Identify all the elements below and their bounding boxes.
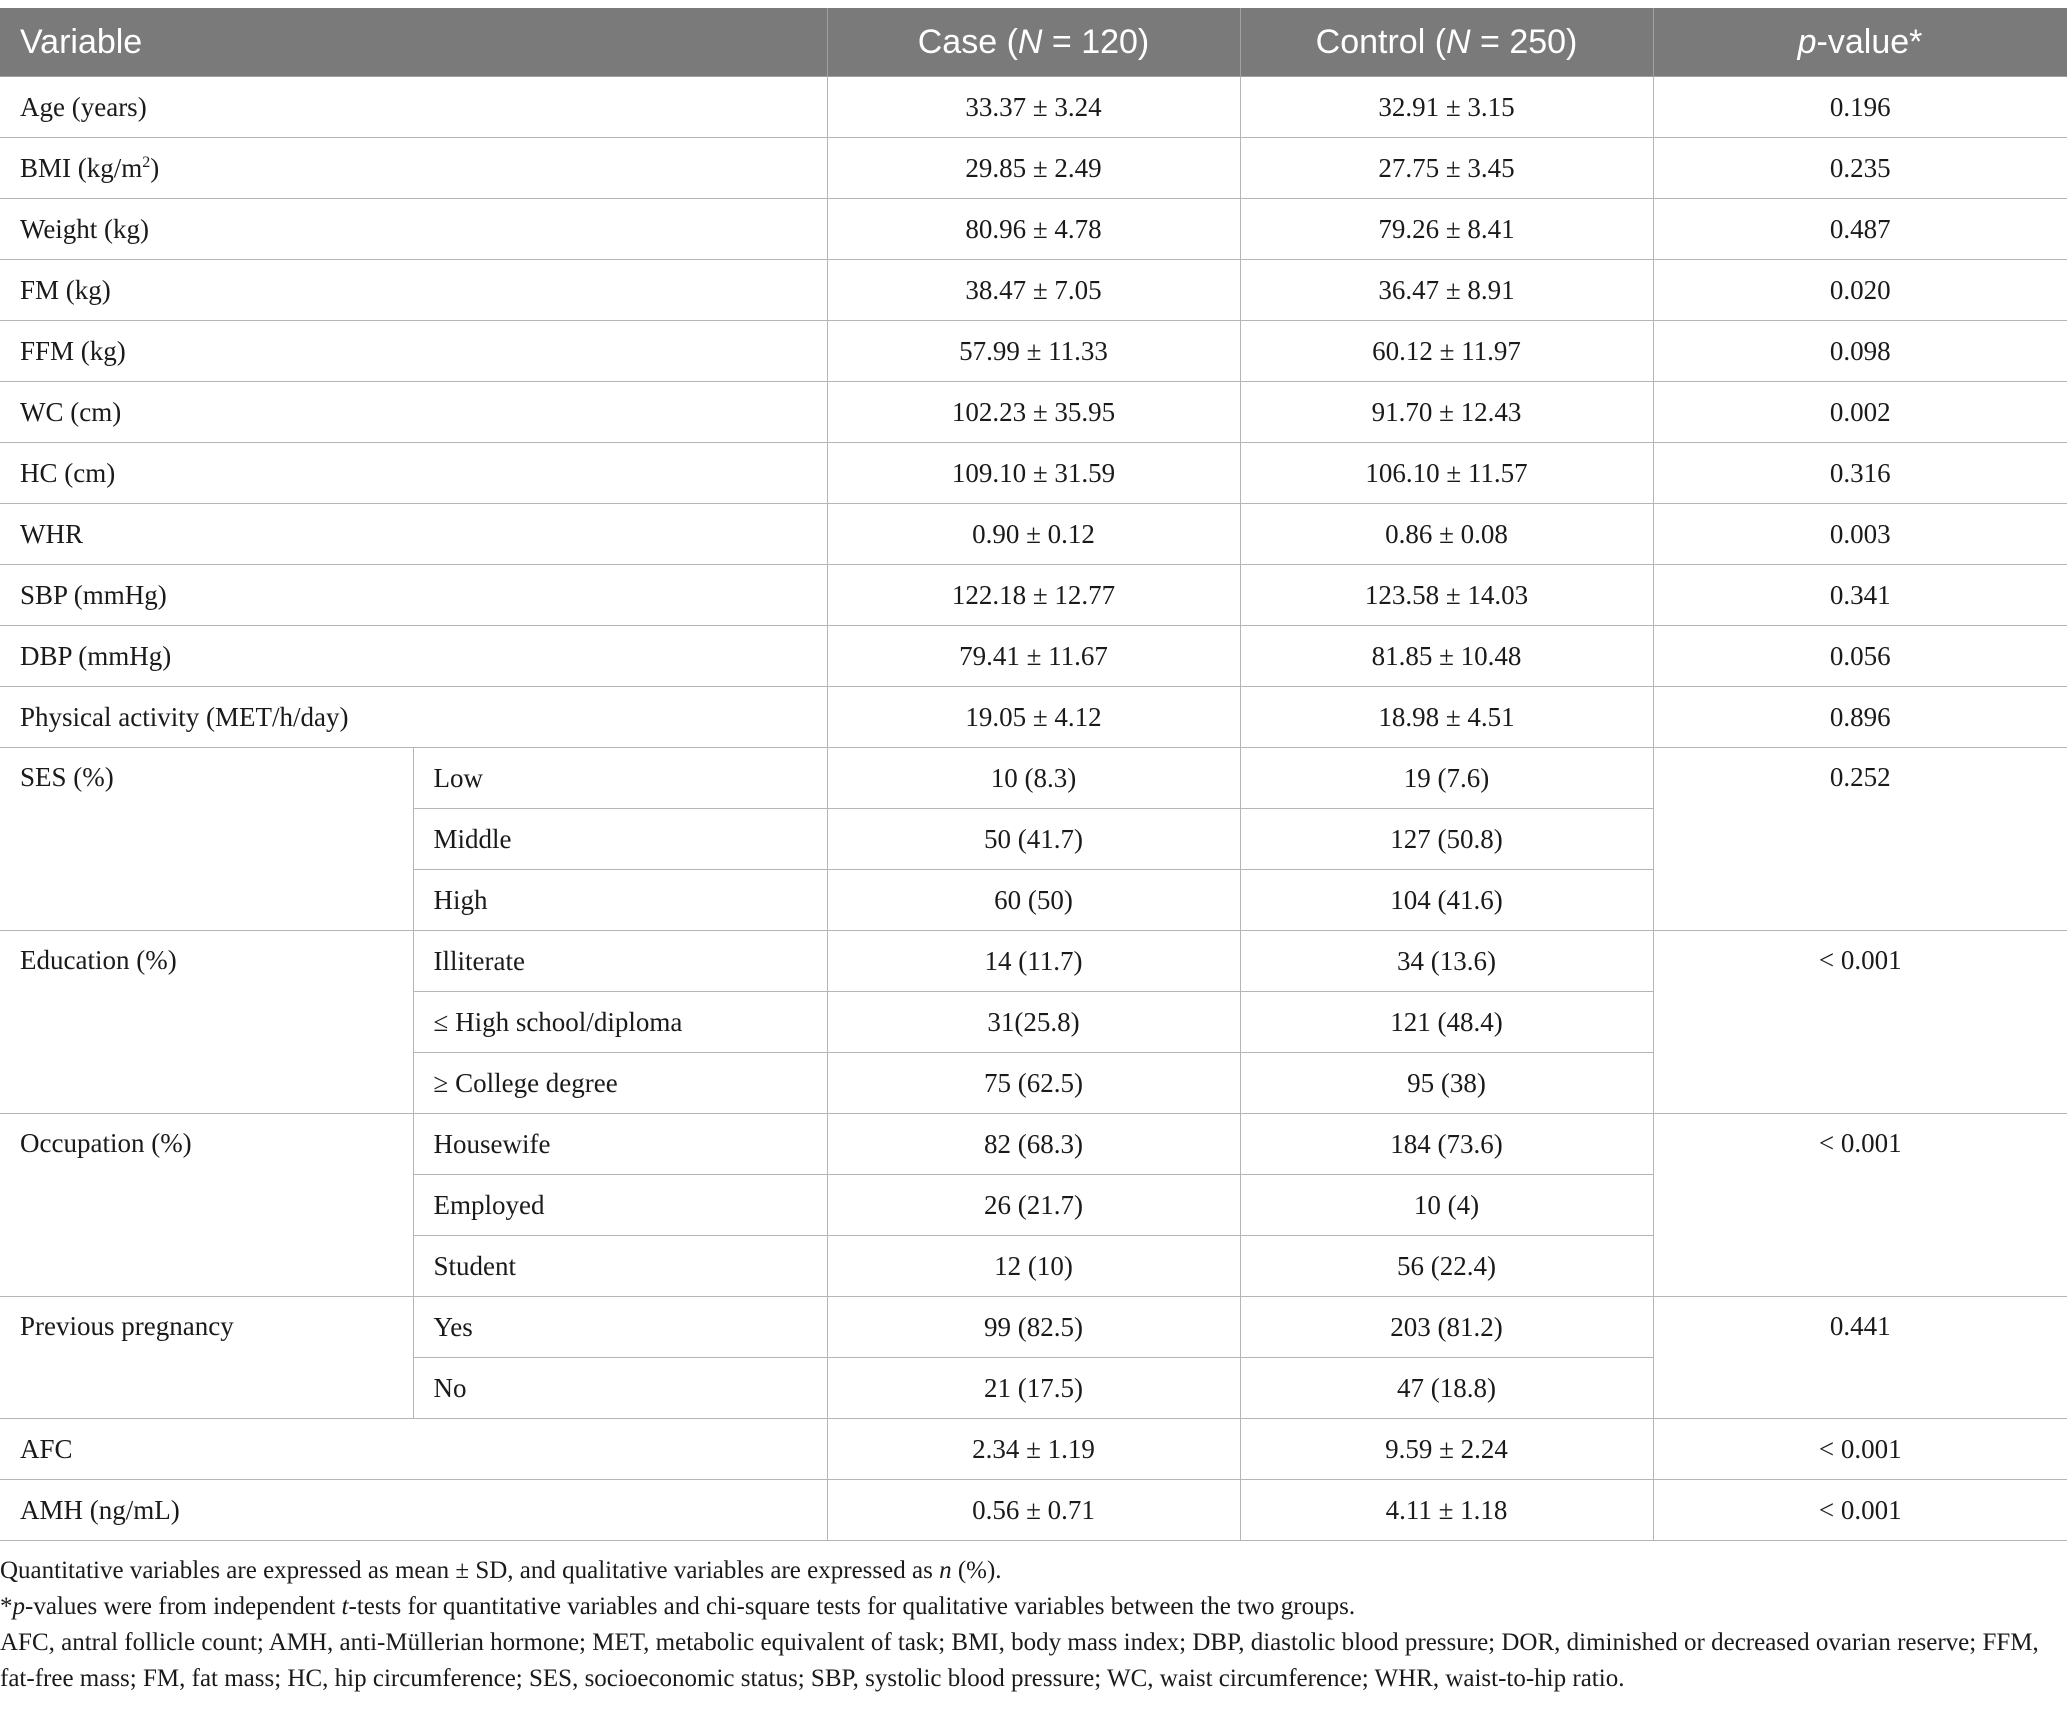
- case-value: 57.99 ± 11.33: [827, 321, 1240, 382]
- table-row-hc: [0, 443, 2067, 504]
- control-value: 81.85 ± 10.48: [1240, 626, 1653, 687]
- p-value: 0.003: [1653, 504, 2067, 565]
- case-value: 50 (41.7): [827, 809, 1240, 870]
- sub-label: Yes: [413, 1297, 827, 1358]
- case-value: 0.90 ± 0.12: [827, 504, 1240, 565]
- p-value: 0.002: [1653, 382, 2067, 443]
- sub-label: Student: [413, 1236, 827, 1297]
- control-value: 10 (4): [1240, 1175, 1653, 1236]
- row-label: WHR: [0, 504, 827, 565]
- table-container: [0, 8, 2067, 1697]
- table-row-occ-housewife: [0, 1114, 2067, 1175]
- sub-label: Low: [413, 748, 827, 809]
- p-value: < 0.001: [1653, 1480, 2067, 1541]
- table-footnotes: [0, 1553, 2067, 1697]
- control-value: 56 (22.4): [1240, 1236, 1653, 1297]
- control-value: 34 (13.6): [1240, 931, 1653, 992]
- table-row-amh: [0, 1480, 2067, 1541]
- control-value: 9.59 ± 2.24: [1240, 1419, 1653, 1480]
- control-value: 32.91 ± 3.15: [1240, 77, 1653, 138]
- case-value: 19.05 ± 4.12: [827, 687, 1240, 748]
- sub-label: ≤ High school/diploma: [413, 992, 827, 1053]
- control-value: 121 (48.4): [1240, 992, 1653, 1053]
- group-label: Previous pregnancy: [0, 1297, 413, 1419]
- control-value: 47 (18.8): [1240, 1358, 1653, 1419]
- p-value: 0.020: [1653, 260, 2067, 321]
- row-label: WC (cm): [0, 382, 827, 443]
- table-row-ffm: [0, 321, 2067, 382]
- table-row-whr: [0, 504, 2067, 565]
- case-value: 38.47 ± 7.05: [827, 260, 1240, 321]
- p-value: < 0.001: [1653, 1419, 2067, 1480]
- sub-label: No: [413, 1358, 827, 1419]
- case-value: 10 (8.3): [827, 748, 1240, 809]
- p-value: 0.098: [1653, 321, 2067, 382]
- sub-label: Employed: [413, 1175, 827, 1236]
- control-value: 91.70 ± 12.43: [1240, 382, 1653, 443]
- row-label: DBP (mmHg): [0, 626, 827, 687]
- table-row-sbp: [0, 565, 2067, 626]
- control-value: 19 (7.6): [1240, 748, 1653, 809]
- group-label: Occupation (%): [0, 1114, 413, 1297]
- case-value: 12 (10): [827, 1236, 1240, 1297]
- case-value: 82 (68.3): [827, 1114, 1240, 1175]
- table-row-fm: [0, 260, 2067, 321]
- row-label: AFC: [0, 1419, 827, 1480]
- table-row-wc: [0, 382, 2067, 443]
- sub-label: High: [413, 870, 827, 931]
- row-label: BMI $(kg/m^2)$: [0, 138, 827, 199]
- case-value: 14 (11.7): [827, 931, 1240, 992]
- table-row-edu-illiterate: [0, 931, 2067, 992]
- table-row-physical-activity: [0, 687, 2067, 748]
- sub-label: Middle: [413, 809, 827, 870]
- case-value: 33.37 ± 3.24: [827, 77, 1240, 138]
- footnote-tests: *p-values were from independent t-tests for quantitative variables and chi-square tests for qualitative variables between the two groups.: [0, 1593, 1356, 1620]
- case-value: 122.18 ± 12.77: [827, 565, 1240, 626]
- table-row-dbp: [0, 626, 2067, 687]
- control-value: 203 (81.2): [1240, 1297, 1653, 1358]
- case-value: 80.96 ± 4.78: [827, 199, 1240, 260]
- header-row: [0, 8, 2067, 77]
- case-value: 21 (17.5): [827, 1358, 1240, 1419]
- p-value: 0.252: [1653, 748, 2067, 931]
- p-value: 0.341: [1653, 565, 2067, 626]
- p-value: < 0.001: [1653, 931, 2067, 1114]
- case-value: 79.41 ± 11.67: [827, 626, 1240, 687]
- row-label: AMH (ng/mL): [0, 1480, 827, 1541]
- p-value: 0.196: [1653, 77, 2067, 138]
- control-value: 4.11 ± 1.18: [1240, 1480, 1653, 1541]
- table-row-weight: [0, 199, 2067, 260]
- header-case: Case (N = 120): [827, 8, 1240, 77]
- header-variable: Variable: [0, 8, 827, 77]
- case-value: 2.34 ± 1.19: [827, 1419, 1240, 1480]
- control-value: 106.10 ± 11.57: [1240, 443, 1653, 504]
- table-row-age: [0, 77, 2067, 138]
- footnote-abbreviations: AFC, antral follicle count; AMH, anti-Müllerian hormone; MET, metabolic equivalent of task; BMI, body mass index; DBP, diastolic blood pressure; DOR, diminished or decreased ovarian reserve; FFM, fat-free mass; FM, fat mass; HC, hip circumference; SES, socioeconomic status; SBP, systolic blood pressure; WC, waist circumference; WHR, waist-to-hip ratio.: [0, 1629, 2039, 1692]
- row-label: SBP (mmHg): [0, 565, 827, 626]
- case-value: 31(25.8): [827, 992, 1240, 1053]
- p-value: 0.487: [1653, 199, 2067, 260]
- sub-label: ≥ College degree: [413, 1053, 827, 1114]
- control-value: 104 (41.6): [1240, 870, 1653, 931]
- table-row-afc: [0, 1419, 2067, 1480]
- case-value: 75 (62.5): [827, 1053, 1240, 1114]
- p-value: 0.316: [1653, 443, 2067, 504]
- case-value: 102.23 ± 35.95: [827, 382, 1240, 443]
- row-label: Age (years): [0, 77, 827, 138]
- group-label: Education (%): [0, 931, 413, 1114]
- table-row-preg-yes: [0, 1297, 2067, 1358]
- row-label: FM (kg): [0, 260, 827, 321]
- case-value: 109.10 ± 31.59: [827, 443, 1240, 504]
- p-value: 0.056: [1653, 626, 2067, 687]
- control-value: 95 (38): [1240, 1053, 1653, 1114]
- p-value: 0.235: [1653, 138, 2067, 199]
- control-value: 0.86 ± 0.08: [1240, 504, 1653, 565]
- case-value: 60 (50): [827, 870, 1240, 931]
- row-label: HC (cm): [0, 443, 827, 504]
- control-value: 127 (50.8): [1240, 809, 1653, 870]
- sub-label: Illiterate: [413, 931, 827, 992]
- table-row-ses-low: [0, 748, 2067, 809]
- control-value: 36.47 ± 8.91: [1240, 260, 1653, 321]
- group-label: SES (%): [0, 748, 413, 931]
- row-label: Physical activity (MET/h/day): [0, 687, 827, 748]
- case-value: 26 (21.7): [827, 1175, 1240, 1236]
- header-control: Control (N = 250): [1240, 8, 1653, 77]
- table-row-bmi: [0, 138, 2067, 199]
- footnote-expression: Quantitative variables are expressed as mean ± SD, and qualitative variables are expressed as n (%).: [0, 1557, 1002, 1584]
- control-value: 60.12 ± 11.97: [1240, 321, 1653, 382]
- sub-label: Housewife: [413, 1114, 827, 1175]
- control-value: 184 (73.6): [1240, 1114, 1653, 1175]
- characteristics-table: [0, 8, 2067, 1541]
- row-label: FFM (kg): [0, 321, 827, 382]
- control-value: 123.58 ± 14.03: [1240, 565, 1653, 626]
- control-value: 27.75 ± 3.45: [1240, 138, 1653, 199]
- control-value: 79.26 ± 8.41: [1240, 199, 1653, 260]
- case-value: 0.56 ± 0.71: [827, 1480, 1240, 1541]
- control-value: 18.98 ± 4.51: [1240, 687, 1653, 748]
- case-value: 99 (82.5): [827, 1297, 1240, 1358]
- p-value: 0.896: [1653, 687, 2067, 748]
- p-value: < 0.001: [1653, 1114, 2067, 1297]
- row-label: Weight (kg): [0, 199, 827, 260]
- case-value: 29.85 ± 2.49: [827, 138, 1240, 199]
- p-value: 0.441: [1653, 1297, 2067, 1419]
- header-pvalue: p-value*: [1653, 8, 2067, 77]
